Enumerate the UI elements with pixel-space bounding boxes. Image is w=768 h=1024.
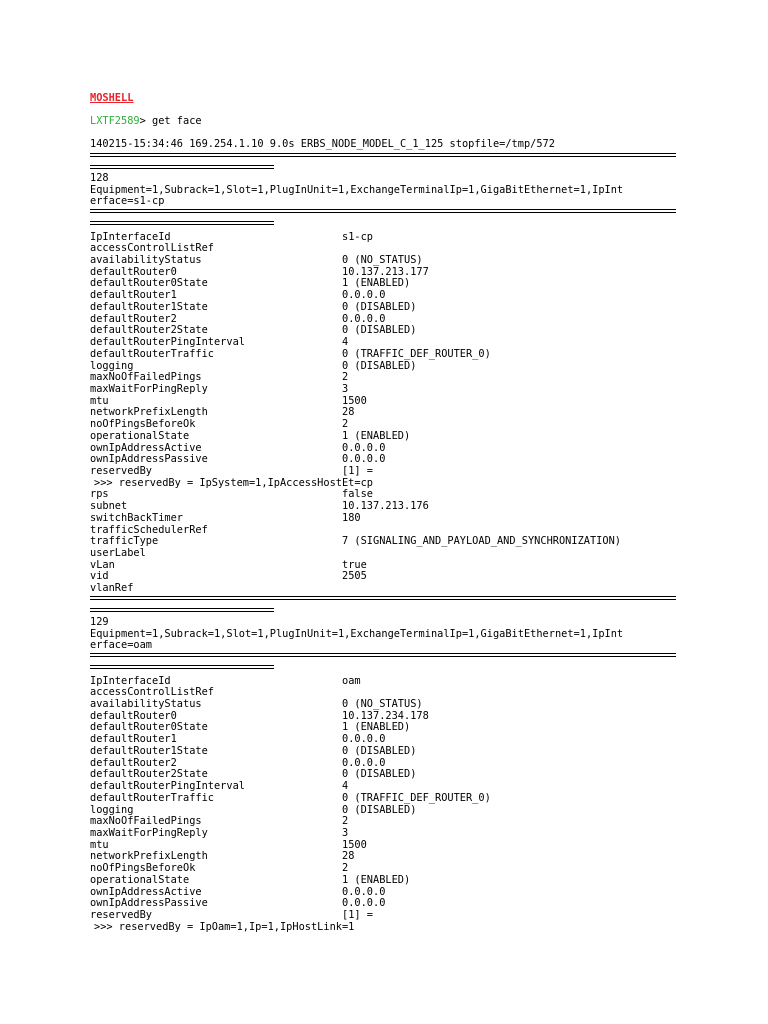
attribute-name: trafficSchedulerRef bbox=[90, 523, 208, 536]
attribute-value: 3 bbox=[342, 382, 349, 395]
attribute-name: vLan bbox=[90, 558, 115, 571]
attribute-name: ownIpAddressActive bbox=[90, 885, 202, 898]
attribute-row bbox=[90, 675, 676, 687]
attribute-row bbox=[90, 827, 676, 839]
command-prompt bbox=[90, 115, 202, 127]
attribute-name: noOfPingsBeforeOk bbox=[90, 418, 196, 431]
attribute-name: defaultRouterPingInterval bbox=[90, 780, 245, 793]
attribute-value: 10.137.234.178 bbox=[342, 709, 429, 722]
attribute-name: accessControlListRef bbox=[90, 686, 214, 699]
attribute-row bbox=[90, 324, 676, 336]
attribute-name: defaultRouter0State bbox=[90, 721, 208, 734]
attribute-name: mtu bbox=[90, 838, 109, 851]
attribute-row bbox=[90, 804, 676, 816]
attribute-value: 7 (SIGNALING_AND_PAYLOAD_AND_SYNCHRONIZATION) bbox=[342, 535, 621, 548]
attribute-value: 28 bbox=[342, 850, 355, 863]
separator-full bbox=[90, 153, 676, 157]
attribute-name: defaultRouter2 bbox=[90, 756, 177, 769]
separator-short bbox=[90, 221, 274, 225]
attribute-value: [1] = bbox=[342, 465, 373, 477]
attribute-name: accessControlListRef bbox=[90, 242, 214, 255]
app-title: MOSHELL bbox=[90, 92, 134, 104]
attribute-row bbox=[90, 336, 676, 348]
attribute-name: defaultRouterPingInterval bbox=[90, 336, 245, 349]
attribute-name: maxNoOfFailedPings bbox=[90, 371, 202, 384]
prompt-host: LXTF2589 bbox=[90, 115, 140, 127]
attribute-row bbox=[90, 512, 676, 524]
attribute-value: true bbox=[342, 558, 367, 571]
separator-short bbox=[90, 665, 274, 669]
status-line: 140215-15:34:46 169.254.1.10 9.0s ERBS_NODE_MODEL_C_1_125 stopfile=/tmp/572 bbox=[90, 138, 555, 150]
attribute-value: 0.0.0.0 bbox=[342, 733, 386, 746]
attribute-row bbox=[90, 360, 676, 372]
attribute-row bbox=[90, 418, 676, 430]
attribute-name: defaultRouter1State bbox=[90, 300, 208, 313]
mo-path-line: erface=s1-cp bbox=[90, 195, 165, 208]
attribute-value: 0 (DISABLED) bbox=[342, 324, 417, 337]
attribute-name: vlanRef bbox=[90, 582, 134, 595]
attribute-value: 0 (DISABLED) bbox=[342, 803, 417, 816]
attribute-row bbox=[90, 862, 676, 874]
attribute-row bbox=[90, 850, 676, 862]
attribute-value: 0.0.0.0 bbox=[342, 312, 386, 325]
attribute-row bbox=[90, 500, 676, 512]
attribute-name: defaultRouter0 bbox=[90, 265, 177, 278]
attribute-value: 0.0.0.0 bbox=[342, 441, 386, 454]
attribute-row bbox=[90, 371, 676, 383]
attribute-row bbox=[90, 488, 676, 500]
attribute-row bbox=[90, 721, 676, 733]
attribute-name: rps bbox=[90, 488, 109, 501]
reserved-by-detail: >>> reservedBy = IpOam=1,Ip=1,IpHostLink=1 bbox=[94, 920, 355, 933]
mo-path-line: Equipment=1,Subrack=1,Slot=1,PlugInUnit=1,ExchangeTerminalIp=1,GigaBitEthernet=1,IpInt bbox=[90, 183, 624, 196]
attribute-row bbox=[90, 442, 676, 454]
attribute-name: operationalState bbox=[90, 429, 190, 442]
attribute-row bbox=[90, 768, 676, 780]
attribute-value: 0 (DISABLED) bbox=[342, 359, 417, 372]
attribute-row bbox=[90, 909, 676, 921]
attribute-value: 0 (DISABLED) bbox=[342, 768, 417, 781]
attribute-row bbox=[90, 886, 676, 898]
attribute-value: 180 bbox=[342, 511, 361, 524]
attribute-value: 4 bbox=[342, 336, 349, 349]
attribute-name: defaultRouter0State bbox=[90, 277, 208, 290]
attribute-row bbox=[90, 277, 676, 289]
attribute-row bbox=[90, 710, 676, 722]
attribute-name: defaultRouter2 bbox=[90, 312, 177, 325]
attribute-name: defaultRouter1State bbox=[90, 744, 208, 757]
attribute-value: 0.0.0.0 bbox=[342, 453, 386, 466]
attribute-value: 1 (ENABLED) bbox=[342, 429, 411, 442]
attribute-name: defaultRouterTraffic bbox=[90, 791, 214, 804]
attribute-name: ownIpAddressPassive bbox=[90, 453, 208, 466]
attribute-row bbox=[90, 301, 676, 313]
attribute-value: 0 (DISABLED) bbox=[342, 300, 417, 313]
attribute-value: 4 bbox=[342, 780, 349, 793]
attribute-name: maxWaitForPingReply bbox=[90, 826, 208, 839]
attribute-row bbox=[90, 453, 676, 465]
attribute-row bbox=[90, 780, 676, 792]
attribute-name: subnet bbox=[90, 500, 128, 513]
attribute-name: noOfPingsBeforeOk bbox=[90, 862, 196, 875]
attribute-row bbox=[90, 559, 676, 571]
reserved-by-detail: >>> reservedBy = IpSystem=1,IpAccessHostEt=cp bbox=[94, 476, 373, 489]
attribute-name: availabilityStatus bbox=[90, 254, 202, 267]
attribute-row bbox=[90, 348, 676, 360]
attribute-row bbox=[90, 582, 676, 594]
attribute-name: defaultRouterTraffic bbox=[90, 347, 214, 360]
attribute-name: networkPrefixLength bbox=[90, 406, 208, 419]
attribute-name: ownIpAddressPassive bbox=[90, 897, 208, 910]
attribute-value: [1] = bbox=[342, 909, 373, 921]
attribute-row bbox=[90, 570, 676, 582]
attribute-value: 0.0.0.0 bbox=[342, 897, 386, 910]
separator-short bbox=[90, 608, 274, 612]
attribute-row bbox=[90, 524, 676, 536]
attribute-row bbox=[90, 792, 676, 804]
attribute-name: logging bbox=[90, 359, 134, 372]
attribute-name: IpInterfaceId bbox=[90, 674, 171, 687]
attribute-name: userLabel bbox=[90, 547, 146, 560]
attribute-value: 0.0.0.0 bbox=[342, 289, 386, 302]
attribute-name: mtu bbox=[90, 394, 109, 407]
attribute-value: 0 (NO_STATUS) bbox=[342, 698, 423, 711]
attribute-row bbox=[90, 745, 676, 757]
attribute-name: switchBackTimer bbox=[90, 511, 183, 524]
attribute-row bbox=[90, 535, 676, 547]
attribute-name: IpInterfaceId bbox=[90, 230, 171, 243]
attribute-name: reservedBy bbox=[90, 909, 152, 921]
mo-index: 128 bbox=[90, 172, 109, 184]
attribute-value: 2 bbox=[342, 371, 349, 384]
attribute-row bbox=[90, 406, 676, 418]
attribute-row bbox=[90, 231, 676, 243]
attribute-value: 2 bbox=[342, 418, 349, 431]
attribute-name: defaultRouter0 bbox=[90, 709, 177, 722]
separator-full bbox=[90, 596, 676, 600]
attribute-value: s1-cp bbox=[342, 230, 373, 243]
attribute-row bbox=[90, 266, 676, 278]
attribute-name: networkPrefixLength bbox=[90, 850, 208, 863]
attribute-value: 0 (TRAFFIC_DEF_ROUTER_0) bbox=[342, 791, 491, 804]
attribute-row bbox=[90, 395, 676, 407]
prompt-command: > get face bbox=[139, 115, 202, 127]
attribute-value: 3 bbox=[342, 826, 349, 839]
attribute-row bbox=[90, 313, 676, 325]
attribute-value: false bbox=[342, 488, 373, 501]
attribute-name: defaultRouter2State bbox=[90, 768, 208, 781]
attribute-row bbox=[90, 547, 676, 559]
attribute-value: 0.0.0.0 bbox=[342, 885, 386, 898]
attribute-name: logging bbox=[90, 803, 134, 816]
attribute-row bbox=[90, 686, 676, 698]
attribute-value: 2 bbox=[342, 815, 349, 828]
attribute-row bbox=[90, 254, 676, 266]
attribute-row bbox=[90, 839, 676, 851]
attribute-value: 1 (ENABLED) bbox=[342, 277, 411, 290]
attribute-value: 0 (TRAFFIC_DEF_ROUTER_0) bbox=[342, 347, 491, 360]
attribute-value: 10.137.213.176 bbox=[342, 500, 429, 513]
attribute-name: maxNoOfFailedPings bbox=[90, 815, 202, 828]
attribute-row bbox=[90, 698, 676, 710]
attribute-row bbox=[90, 383, 676, 395]
attribute-name: defaultRouter1 bbox=[90, 733, 177, 746]
attribute-value: 10.137.213.177 bbox=[342, 265, 429, 278]
attribute-value: 1 (ENABLED) bbox=[342, 873, 411, 886]
attribute-name: ownIpAddressActive bbox=[90, 441, 202, 454]
attribute-value: 2505 bbox=[342, 570, 367, 583]
attribute-value: 1500 bbox=[342, 838, 367, 851]
attribute-value: 0.0.0.0 bbox=[342, 756, 386, 769]
attribute-row bbox=[90, 757, 676, 769]
attribute-row bbox=[90, 289, 676, 301]
attribute-row bbox=[90, 465, 676, 477]
attribute-row bbox=[90, 733, 676, 745]
attribute-row bbox=[90, 897, 676, 909]
attribute-name: operationalState bbox=[90, 873, 190, 886]
attribute-name: trafficType bbox=[90, 535, 159, 548]
attribute-row bbox=[90, 874, 676, 886]
mo-path-line: erface=oam bbox=[90, 639, 152, 652]
mo-path-line: Equipment=1,Subrack=1,Slot=1,PlugInUnit=1,ExchangeTerminalIp=1,GigaBitEthernet=1,IpInt bbox=[90, 627, 624, 640]
attribute-name: availabilityStatus bbox=[90, 698, 202, 711]
attribute-row bbox=[90, 430, 676, 442]
attribute-value: 0 (NO_STATUS) bbox=[342, 254, 423, 267]
attribute-name: defaultRouter1 bbox=[90, 289, 177, 302]
attribute-value: 2 bbox=[342, 862, 349, 875]
attribute-name: maxWaitForPingReply bbox=[90, 382, 208, 395]
separator-full bbox=[90, 653, 676, 657]
attribute-value: oam bbox=[342, 674, 361, 687]
attribute-value: 1 (ENABLED) bbox=[342, 721, 411, 734]
attribute-value: 1500 bbox=[342, 394, 367, 407]
attribute-name: reservedBy bbox=[90, 465, 152, 477]
attribute-value: 0 (DISABLED) bbox=[342, 744, 417, 757]
attribute-row bbox=[90, 815, 676, 827]
attribute-name: defaultRouter2State bbox=[90, 324, 208, 337]
mo-index: 129 bbox=[90, 616, 109, 628]
attribute-value: 28 bbox=[342, 406, 355, 419]
separator-full bbox=[90, 209, 676, 213]
attribute-name: vid bbox=[90, 570, 109, 583]
attribute-row bbox=[90, 242, 676, 254]
separator-short bbox=[90, 165, 274, 169]
